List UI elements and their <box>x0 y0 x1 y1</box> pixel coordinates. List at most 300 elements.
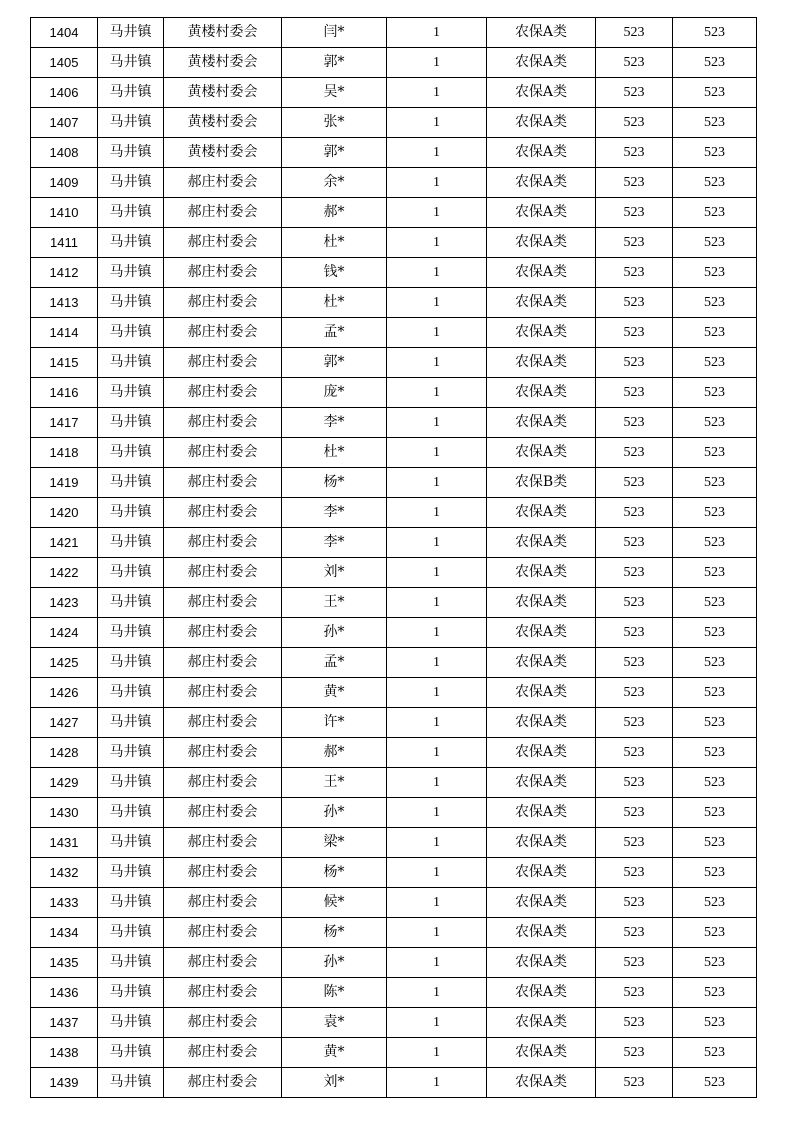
amount-cell: 523 <box>596 258 673 288</box>
name-cell: 孟* <box>282 318 387 348</box>
count-cell: 1 <box>387 258 487 288</box>
town-cell: 马井镇 <box>98 318 164 348</box>
amount-cell: 523 <box>596 318 673 348</box>
amount-cell: 523 <box>596 888 673 918</box>
village-committee-cell: 郝庄村委会 <box>164 618 282 648</box>
name-cell: 李* <box>282 498 387 528</box>
name-cell: 郭* <box>282 348 387 378</box>
total-amount-cell: 523 <box>673 168 757 198</box>
category-cell: 农保A类 <box>487 528 596 558</box>
total-amount-cell: 523 <box>673 738 757 768</box>
table-row <box>31 618 757 648</box>
village-committee-cell: 黄楼村委会 <box>164 138 282 168</box>
category-cell: 农保A类 <box>487 918 596 948</box>
village-committee-cell: 黄楼村委会 <box>164 78 282 108</box>
row-number-cell: 1424 <box>31 618 98 648</box>
total-amount-cell: 523 <box>673 288 757 318</box>
category-cell: 农保A类 <box>487 558 596 588</box>
table-row <box>31 498 757 528</box>
total-amount-cell: 523 <box>673 948 757 978</box>
table-row <box>31 1068 757 1098</box>
table-row <box>31 438 757 468</box>
total-amount-cell: 523 <box>673 438 757 468</box>
row-number-cell: 1427 <box>31 708 98 738</box>
row-number-cell: 1426 <box>31 678 98 708</box>
village-committee-cell: 郝庄村委会 <box>164 258 282 288</box>
name-cell: 郝* <box>282 738 387 768</box>
village-committee-cell: 郝庄村委会 <box>164 318 282 348</box>
count-cell: 1 <box>387 828 487 858</box>
amount-cell: 523 <box>596 1068 673 1098</box>
amount-cell: 523 <box>596 1008 673 1038</box>
row-number-cell: 1438 <box>31 1038 98 1068</box>
row-number-cell: 1428 <box>31 738 98 768</box>
count-cell: 1 <box>387 108 487 138</box>
count-cell: 1 <box>387 1068 487 1098</box>
table-row <box>31 168 757 198</box>
total-amount-cell: 523 <box>673 1008 757 1038</box>
town-cell: 马井镇 <box>98 558 164 588</box>
amount-cell: 523 <box>596 228 673 258</box>
row-number-cell: 1411 <box>31 228 98 258</box>
row-number-cell: 1419 <box>31 468 98 498</box>
name-cell: 孙* <box>282 798 387 828</box>
count-cell: 1 <box>387 708 487 738</box>
beneficiary-table <box>30 17 757 1098</box>
name-cell: 陈* <box>282 978 387 1008</box>
amount-cell: 523 <box>596 438 673 468</box>
name-cell: 郭* <box>282 138 387 168</box>
town-cell: 马井镇 <box>98 78 164 108</box>
name-cell: 候* <box>282 888 387 918</box>
town-cell: 马井镇 <box>98 1068 164 1098</box>
count-cell: 1 <box>387 348 487 378</box>
count-cell: 1 <box>387 438 487 468</box>
name-cell: 张* <box>282 108 387 138</box>
row-number-cell: 1416 <box>31 378 98 408</box>
name-cell: 王* <box>282 588 387 618</box>
total-amount-cell: 523 <box>673 318 757 348</box>
count-cell: 1 <box>387 888 487 918</box>
amount-cell: 523 <box>596 288 673 318</box>
table-row <box>31 408 757 438</box>
town-cell: 马井镇 <box>98 828 164 858</box>
town-cell: 马井镇 <box>98 288 164 318</box>
count-cell: 1 <box>387 168 487 198</box>
total-amount-cell: 523 <box>673 48 757 78</box>
village-committee-cell: 郝庄村委会 <box>164 1068 282 1098</box>
table-row <box>31 258 757 288</box>
total-amount-cell: 523 <box>673 558 757 588</box>
table-row <box>31 888 757 918</box>
amount-cell: 523 <box>596 798 673 828</box>
table-row <box>31 588 757 618</box>
category-cell: 农保A类 <box>487 228 596 258</box>
name-cell: 孟* <box>282 648 387 678</box>
table-row <box>31 558 757 588</box>
name-cell: 庞* <box>282 378 387 408</box>
town-cell: 马井镇 <box>98 348 164 378</box>
amount-cell: 523 <box>596 108 673 138</box>
count-cell: 1 <box>387 798 487 828</box>
village-committee-cell: 郝庄村委会 <box>164 528 282 558</box>
category-cell: 农保A类 <box>487 618 596 648</box>
town-cell: 马井镇 <box>98 888 164 918</box>
amount-cell: 523 <box>596 78 673 108</box>
amount-cell: 523 <box>596 408 673 438</box>
name-cell: 余* <box>282 168 387 198</box>
total-amount-cell: 523 <box>673 468 757 498</box>
total-amount-cell: 523 <box>673 498 757 528</box>
category-cell: 农保A类 <box>487 78 596 108</box>
row-number-cell: 1429 <box>31 768 98 798</box>
village-committee-cell: 郝庄村委会 <box>164 798 282 828</box>
name-cell: 杨* <box>282 468 387 498</box>
total-amount-cell: 523 <box>673 648 757 678</box>
table-row <box>31 1008 757 1038</box>
total-amount-cell: 523 <box>673 18 757 48</box>
amount-cell: 523 <box>596 1038 673 1068</box>
category-cell: 农保A类 <box>487 258 596 288</box>
category-cell: 农保B类 <box>487 468 596 498</box>
table-row <box>31 678 757 708</box>
table-row <box>31 48 757 78</box>
village-committee-cell: 郝庄村委会 <box>164 678 282 708</box>
total-amount-cell: 523 <box>673 1038 757 1068</box>
name-cell: 吴* <box>282 78 387 108</box>
count-cell: 1 <box>387 78 487 108</box>
category-cell: 农保A类 <box>487 858 596 888</box>
town-cell: 马井镇 <box>98 438 164 468</box>
village-committee-cell: 郝庄村委会 <box>164 918 282 948</box>
village-committee-cell: 郝庄村委会 <box>164 738 282 768</box>
village-committee-cell: 黄楼村委会 <box>164 18 282 48</box>
amount-cell: 523 <box>596 18 673 48</box>
row-number-cell: 1408 <box>31 138 98 168</box>
category-cell: 农保A类 <box>487 498 596 528</box>
village-committee-cell: 郝庄村委会 <box>164 888 282 918</box>
name-cell: 杜* <box>282 288 387 318</box>
count-cell: 1 <box>387 1038 487 1068</box>
total-amount-cell: 523 <box>673 258 757 288</box>
table-row <box>31 318 757 348</box>
town-cell: 马井镇 <box>98 468 164 498</box>
amount-cell: 523 <box>596 468 673 498</box>
count-cell: 1 <box>387 198 487 228</box>
village-committee-cell: 郝庄村委会 <box>164 948 282 978</box>
name-cell: 杨* <box>282 918 387 948</box>
name-cell: 刘* <box>282 1068 387 1098</box>
table-row <box>31 378 757 408</box>
count-cell: 1 <box>387 48 487 78</box>
name-cell: 郝* <box>282 198 387 228</box>
amount-cell: 523 <box>596 618 673 648</box>
town-cell: 马井镇 <box>98 618 164 648</box>
table-row <box>31 738 757 768</box>
total-amount-cell: 523 <box>673 858 757 888</box>
village-committee-cell: 郝庄村委会 <box>164 558 282 588</box>
town-cell: 马井镇 <box>98 18 164 48</box>
town-cell: 马井镇 <box>98 378 164 408</box>
table-row <box>31 228 757 258</box>
table-row <box>31 858 757 888</box>
amount-cell: 523 <box>596 198 673 228</box>
amount-cell: 523 <box>596 768 673 798</box>
total-amount-cell: 523 <box>673 918 757 948</box>
row-number-cell: 1417 <box>31 408 98 438</box>
category-cell: 农保A类 <box>487 888 596 918</box>
name-cell: 李* <box>282 408 387 438</box>
table-row <box>31 768 757 798</box>
village-committee-cell: 郝庄村委会 <box>164 288 282 318</box>
category-cell: 农保A类 <box>487 198 596 228</box>
amount-cell: 523 <box>596 48 673 78</box>
name-cell: 杨* <box>282 858 387 888</box>
town-cell: 马井镇 <box>98 678 164 708</box>
row-number-cell: 1405 <box>31 48 98 78</box>
count-cell: 1 <box>387 738 487 768</box>
town-cell: 马井镇 <box>98 498 164 528</box>
row-number-cell: 1437 <box>31 1008 98 1038</box>
total-amount-cell: 523 <box>673 798 757 828</box>
total-amount-cell: 523 <box>673 198 757 228</box>
total-amount-cell: 523 <box>673 528 757 558</box>
row-number-cell: 1435 <box>31 948 98 978</box>
village-committee-cell: 郝庄村委会 <box>164 348 282 378</box>
category-cell: 农保A类 <box>487 318 596 348</box>
table-row <box>31 198 757 228</box>
amount-cell: 523 <box>596 648 673 678</box>
count-cell: 1 <box>387 558 487 588</box>
table-row <box>31 978 757 1008</box>
category-cell: 农保A类 <box>487 48 596 78</box>
total-amount-cell: 523 <box>673 768 757 798</box>
town-cell: 马井镇 <box>98 168 164 198</box>
total-amount-cell: 523 <box>673 978 757 1008</box>
table-row <box>31 828 757 858</box>
table-row <box>31 138 757 168</box>
row-number-cell: 1420 <box>31 498 98 528</box>
town-cell: 马井镇 <box>98 48 164 78</box>
category-cell: 农保A类 <box>487 1038 596 1068</box>
amount-cell: 523 <box>596 918 673 948</box>
total-amount-cell: 523 <box>673 588 757 618</box>
category-cell: 农保A类 <box>487 708 596 738</box>
row-number-cell: 1412 <box>31 258 98 288</box>
total-amount-cell: 523 <box>673 1068 757 1098</box>
category-cell: 农保A类 <box>487 108 596 138</box>
row-number-cell: 1414 <box>31 318 98 348</box>
table-body <box>31 18 757 1098</box>
table-row <box>31 798 757 828</box>
count-cell: 1 <box>387 288 487 318</box>
count-cell: 1 <box>387 918 487 948</box>
row-number-cell: 1423 <box>31 588 98 618</box>
village-committee-cell: 郝庄村委会 <box>164 498 282 528</box>
total-amount-cell: 523 <box>673 828 757 858</box>
name-cell: 孙* <box>282 618 387 648</box>
town-cell: 马井镇 <box>98 228 164 258</box>
category-cell: 农保A类 <box>487 18 596 48</box>
name-cell: 孙* <box>282 948 387 978</box>
village-committee-cell: 黄楼村委会 <box>164 48 282 78</box>
total-amount-cell: 523 <box>673 228 757 258</box>
category-cell: 农保A类 <box>487 348 596 378</box>
amount-cell: 523 <box>596 948 673 978</box>
row-number-cell: 1433 <box>31 888 98 918</box>
name-cell: 黄* <box>282 1038 387 1068</box>
town-cell: 马井镇 <box>98 108 164 138</box>
table-row <box>31 918 757 948</box>
name-cell: 袁* <box>282 1008 387 1038</box>
amount-cell: 523 <box>596 378 673 408</box>
category-cell: 农保A类 <box>487 948 596 978</box>
name-cell: 杜* <box>282 228 387 258</box>
count-cell: 1 <box>387 978 487 1008</box>
amount-cell: 523 <box>596 678 673 708</box>
town-cell: 马井镇 <box>98 258 164 288</box>
village-committee-cell: 郝庄村委会 <box>164 168 282 198</box>
count-cell: 1 <box>387 468 487 498</box>
category-cell: 农保A类 <box>487 678 596 708</box>
name-cell: 闫* <box>282 18 387 48</box>
town-cell: 马井镇 <box>98 768 164 798</box>
table-row <box>31 288 757 318</box>
town-cell: 马井镇 <box>98 858 164 888</box>
amount-cell: 523 <box>596 978 673 1008</box>
village-committee-cell: 郝庄村委会 <box>164 378 282 408</box>
category-cell: 农保A类 <box>487 1008 596 1038</box>
category-cell: 农保A类 <box>487 978 596 1008</box>
town-cell: 马井镇 <box>98 738 164 768</box>
name-cell: 刘* <box>282 558 387 588</box>
town-cell: 马井镇 <box>98 1038 164 1068</box>
row-number-cell: 1434 <box>31 918 98 948</box>
name-cell: 郭* <box>282 48 387 78</box>
count-cell: 1 <box>387 228 487 258</box>
village-committee-cell: 黄楼村委会 <box>164 108 282 138</box>
total-amount-cell: 523 <box>673 348 757 378</box>
table-row <box>31 528 757 558</box>
village-committee-cell: 郝庄村委会 <box>164 768 282 798</box>
category-cell: 农保A类 <box>487 588 596 618</box>
amount-cell: 523 <box>596 588 673 618</box>
row-number-cell: 1436 <box>31 978 98 1008</box>
count-cell: 1 <box>387 318 487 348</box>
village-committee-cell: 郝庄村委会 <box>164 708 282 738</box>
name-cell: 杜* <box>282 438 387 468</box>
village-committee-cell: 郝庄村委会 <box>164 408 282 438</box>
village-committee-cell: 郝庄村委会 <box>164 648 282 678</box>
town-cell: 马井镇 <box>98 948 164 978</box>
table-row <box>31 1038 757 1068</box>
total-amount-cell: 523 <box>673 378 757 408</box>
town-cell: 马井镇 <box>98 138 164 168</box>
count-cell: 1 <box>387 498 487 528</box>
row-number-cell: 1422 <box>31 558 98 588</box>
row-number-cell: 1432 <box>31 858 98 888</box>
town-cell: 马井镇 <box>98 978 164 1008</box>
table-row <box>31 948 757 978</box>
town-cell: 马井镇 <box>98 408 164 438</box>
amount-cell: 523 <box>596 168 673 198</box>
amount-cell: 523 <box>596 858 673 888</box>
name-cell: 许* <box>282 708 387 738</box>
amount-cell: 523 <box>596 348 673 378</box>
amount-cell: 523 <box>596 558 673 588</box>
row-number-cell: 1418 <box>31 438 98 468</box>
village-committee-cell: 郝庄村委会 <box>164 438 282 468</box>
village-committee-cell: 郝庄村委会 <box>164 198 282 228</box>
name-cell: 钱* <box>282 258 387 288</box>
row-number-cell: 1421 <box>31 528 98 558</box>
total-amount-cell: 523 <box>673 78 757 108</box>
row-number-cell: 1407 <box>31 108 98 138</box>
row-number-cell: 1404 <box>31 18 98 48</box>
count-cell: 1 <box>387 588 487 618</box>
village-committee-cell: 郝庄村委会 <box>164 828 282 858</box>
total-amount-cell: 523 <box>673 678 757 708</box>
category-cell: 农保A类 <box>487 768 596 798</box>
name-cell: 梁* <box>282 828 387 858</box>
village-committee-cell: 郝庄村委会 <box>164 978 282 1008</box>
category-cell: 农保A类 <box>487 1068 596 1098</box>
table-row <box>31 648 757 678</box>
village-committee-cell: 郝庄村委会 <box>164 858 282 888</box>
village-committee-cell: 郝庄村委会 <box>164 228 282 258</box>
town-cell: 马井镇 <box>98 1008 164 1038</box>
category-cell: 农保A类 <box>487 288 596 318</box>
table-row <box>31 108 757 138</box>
amount-cell: 523 <box>596 828 673 858</box>
village-committee-cell: 郝庄村委会 <box>164 1008 282 1038</box>
count-cell: 1 <box>387 768 487 798</box>
village-committee-cell: 郝庄村委会 <box>164 588 282 618</box>
town-cell: 马井镇 <box>98 918 164 948</box>
row-number-cell: 1430 <box>31 798 98 828</box>
name-cell: 李* <box>282 528 387 558</box>
category-cell: 农保A类 <box>487 648 596 678</box>
table-row <box>31 348 757 378</box>
category-cell: 农保A类 <box>487 438 596 468</box>
row-number-cell: 1439 <box>31 1068 98 1098</box>
town-cell: 马井镇 <box>98 588 164 618</box>
table-row <box>31 78 757 108</box>
category-cell: 农保A类 <box>487 168 596 198</box>
total-amount-cell: 523 <box>673 138 757 168</box>
town-cell: 马井镇 <box>98 708 164 738</box>
count-cell: 1 <box>387 408 487 438</box>
table-row <box>31 18 757 48</box>
amount-cell: 523 <box>596 708 673 738</box>
name-cell: 黄* <box>282 678 387 708</box>
row-number-cell: 1410 <box>31 198 98 228</box>
count-cell: 1 <box>387 648 487 678</box>
town-cell: 马井镇 <box>98 528 164 558</box>
amount-cell: 523 <box>596 138 673 168</box>
row-number-cell: 1425 <box>31 648 98 678</box>
count-cell: 1 <box>387 948 487 978</box>
table-row <box>31 468 757 498</box>
amount-cell: 523 <box>596 738 673 768</box>
row-number-cell: 1415 <box>31 348 98 378</box>
total-amount-cell: 523 <box>673 408 757 438</box>
row-number-cell: 1409 <box>31 168 98 198</box>
total-amount-cell: 523 <box>673 708 757 738</box>
town-cell: 马井镇 <box>98 198 164 228</box>
village-committee-cell: 郝庄村委会 <box>164 468 282 498</box>
town-cell: 马井镇 <box>98 798 164 828</box>
